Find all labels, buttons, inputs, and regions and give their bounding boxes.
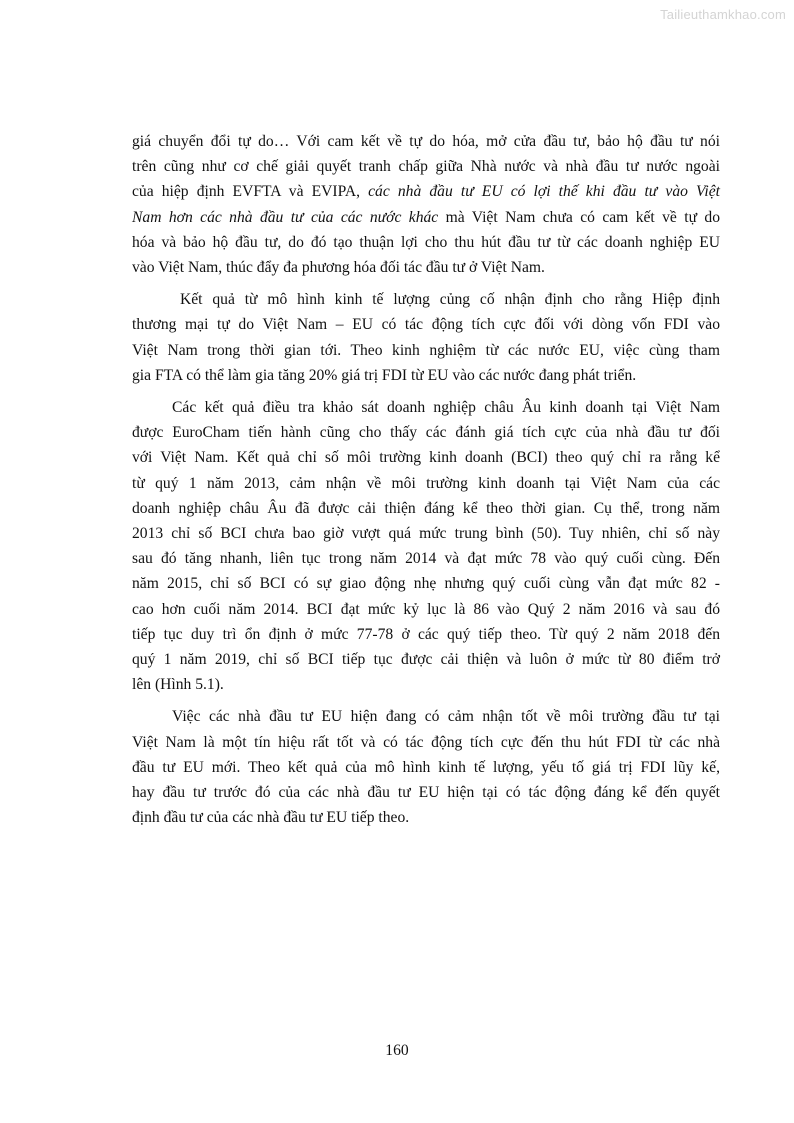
text-line	[132, 312, 720, 337]
italic-text: các nhà đầu tư EU có lợi thế khi đầu tư vào Việt	[368, 183, 720, 201]
text-line	[132, 395, 720, 420]
text-run: năm 2015, chỉ số BCI có sự giao động nhẹ nhưng quý cuối cùng vẫn đạt mức 82 -	[132, 575, 720, 593]
text-line	[132, 672, 720, 697]
text-run: với Việt Nam. Kết quả chỉ số môi trường kinh doanh (BCI) theo quý chỉ ra rằng kể	[132, 449, 720, 467]
text-line	[132, 129, 720, 154]
text-run: thương mại tự do Việt Nam – EU có tác động tích cực đối với dòng vốn FDI vào	[132, 316, 720, 334]
text-line	[132, 287, 720, 312]
paragraph-1	[132, 129, 720, 280]
text-line	[132, 647, 720, 672]
text-run: gia FTA có thể làm gia tăng 20% giá trị FDI từ EU vào các nước đang phát triển.	[132, 366, 637, 384]
document-body	[132, 129, 720, 837]
text-run: Việt Nam là một tín hiệu rất tốt và có tác động tích cực đến thu hút FDI từ các nhà	[132, 733, 720, 751]
text-line	[132, 179, 720, 204]
text-run: Việt Nam trong thời gian tới. Theo kinh nghiệm từ các nước EU, việc cùng tham	[132, 341, 720, 359]
text-line	[132, 704, 720, 729]
text-run: mà Việt Nam chưa có cam kết về tự do	[438, 208, 720, 226]
text-run: Kết quả từ mô hình kinh tế lượng củng cố nhận định cho rằng Hiệp định	[180, 291, 720, 309]
text-line	[132, 420, 720, 445]
paragraph-3	[132, 395, 720, 697]
paragraph-2	[132, 287, 720, 388]
text-run: giá chuyển đổi tự do… Với cam kết về tự do hóa, mở cửa đầu tư, bảo hộ đầu tư nói	[132, 133, 720, 150]
text-run: được EuroCham tiến hành cũng cho thấy các đánh giá tích cực của nhà đầu tư đối	[132, 424, 720, 442]
text-line	[132, 622, 720, 647]
text-line	[132, 205, 720, 230]
text-line	[132, 755, 720, 780]
text-run: định đầu tư của các nhà đầu tư EU tiếp theo.	[132, 809, 410, 827]
text-line	[132, 546, 720, 571]
text-line	[132, 597, 720, 622]
text-run: trên cũng như cơ chế giải quyết tranh chấp giữa Nhà nước và nhà đầu tư nước ngoài	[132, 158, 720, 176]
text-run: cao hơn cuối năm 2014. BCI đạt mức kỷ lục là 86 vào Quý 2 năm 2016 và sau đó	[132, 600, 720, 618]
text-line	[132, 780, 720, 805]
text-run: lên (Hình 5.1).	[132, 676, 224, 694]
text-run: hóa và bảo hộ đầu tư, do đó tạo thuận lợi cho thu hút đầu tư từ các doanh nghiệp EU	[132, 233, 720, 251]
italic-text: Nam hơn các nhà đầu tư của các nước khác	[132, 208, 439, 226]
text-run: Việc các nhà đầu tư EU hiện đang có cảm nhận tốt về môi trường đầu tư tại	[172, 708, 720, 726]
text-line	[132, 471, 720, 496]
paragraph-4	[132, 704, 720, 830]
text-line	[132, 338, 720, 363]
text-run: quý 1 năm 2019, chỉ số BCI tiếp tục được cải thiện và luôn ở mức từ 80 điểm trở	[132, 651, 720, 669]
text-run: 2013 chỉ số BCI chưa bao giờ vượt quá mức trung bình (50). Tuy nhiên, chỉ số này	[132, 525, 720, 543]
text-run: của hiệp định EVFTA và EVIPA,	[132, 183, 369, 201]
text-line	[132, 363, 720, 388]
text-line	[132, 154, 720, 179]
text-run: từ quý 1 năm 2013, cảm nhận về môi trường kinh doanh tại Việt Nam của các	[132, 474, 720, 492]
text-line	[132, 255, 720, 280]
text-run: hay đầu tư trước đó của các nhà đầu tư EU hiện tại có tác động đáng kể đến quyết	[132, 784, 720, 802]
text-line	[132, 445, 720, 470]
text-line	[132, 521, 720, 546]
text-line	[132, 730, 720, 755]
text-run: Các kết quả điều tra khảo sát doanh nghiệp châu Âu kinh doanh tại Việt Nam	[172, 399, 720, 417]
text-run: tiếp tục duy trì ổn định ở mức 77-78 ở các quý tiếp theo. Từ quý 2 năm 2018 đến	[132, 625, 720, 643]
page-number: 160	[385, 1042, 409, 1059]
text-line	[132, 230, 720, 255]
text-run: doanh nghiệp châu Âu đã được cải thiện đáng kể theo thời gian. Cụ thể, trong năm	[132, 499, 720, 517]
text-run: đầu tư EU mới. Theo kết quả của mô hình kinh tế lượng, yếu tố giá trị FDI lũy kế,	[132, 758, 720, 776]
text-line	[132, 805, 720, 830]
text-run: vào Việt Nam, thúc đẩy đa phương hóa đối tác đầu tư ở Việt Nam.	[132, 259, 545, 277]
text-line	[132, 496, 720, 521]
text-line	[132, 571, 720, 596]
watermark: Tailieuthamkhao.com	[660, 7, 786, 22]
text-run: sau đó tăng nhanh, liên tục trong năm 2014 và đạt mức 78 vào quý cuối cùng. Đến	[132, 550, 720, 568]
